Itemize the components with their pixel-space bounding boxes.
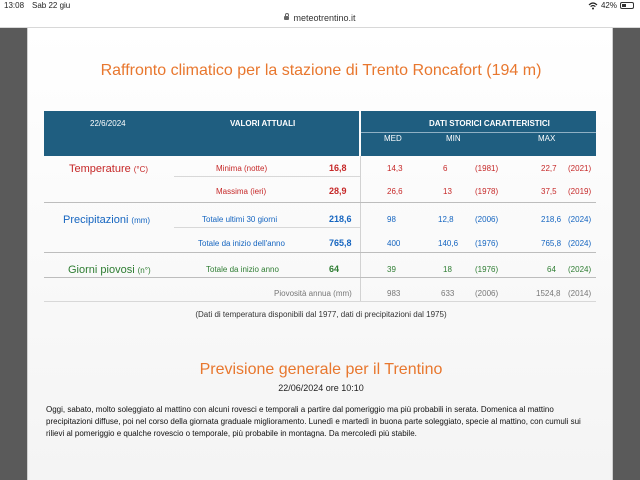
battery-icon: [620, 2, 634, 9]
row-separator: [44, 202, 596, 203]
row-separator: [174, 227, 360, 228]
header-max: MAX: [538, 134, 556, 143]
max-value: 1524,8: [536, 289, 561, 298]
row-group-label: [68, 264, 151, 276]
current-value: 218,6: [329, 214, 352, 224]
group-unit: (mm): [131, 216, 151, 225]
header-historic-label: DATI STORICI CARATTERISTICI: [429, 119, 550, 128]
status-bar: [0, 0, 640, 12]
forecast-title: Previsione generale per il Trentino: [199, 361, 443, 378]
max-year: (2024): [568, 265, 592, 274]
min-value: 13: [443, 187, 452, 196]
row-separator: [44, 277, 596, 278]
med-value: 39: [387, 265, 396, 274]
row-separator: [174, 176, 360, 177]
min-value: 633: [441, 289, 455, 298]
current-value: 16,8: [329, 163, 347, 173]
min-year: (1976): [475, 239, 499, 248]
med-value: 400: [387, 239, 401, 248]
status-time: 13:08: [4, 1, 25, 10]
group-name: Temperature: [69, 163, 131, 175]
min-value: 140,6: [438, 239, 459, 248]
column-divider: [360, 156, 361, 302]
max-value: 37,5: [541, 187, 557, 196]
header-med: MED: [384, 134, 402, 143]
wifi-icon: [588, 2, 598, 10]
status-date: Sab 22 giu: [32, 1, 71, 10]
data-note: (Dati di temperatura disponibili dal 1977, dati di precipitazioni dal 1975): [195, 310, 447, 319]
min-year: (2006): [475, 289, 499, 298]
min-year: (2006): [475, 215, 499, 224]
current-value: 765,8: [329, 238, 352, 248]
row-label: Totale da inizio dell'anno: [198, 239, 285, 248]
url-text: meteotrentino.it: [293, 13, 356, 23]
max-year: (2019): [568, 187, 592, 196]
max-year: (2014): [568, 289, 592, 298]
page-background: [0, 28, 640, 480]
med-value: 983: [387, 289, 401, 298]
header-current-label: VALORI ATTUALI: [230, 119, 296, 128]
current-value: 64: [329, 264, 340, 274]
row-label: Piovosità annua (mm): [274, 289, 352, 298]
row-label: Totale ultimi 30 giorni: [202, 215, 278, 224]
header-min: MIN: [446, 134, 461, 143]
row-label: Minima (notte): [216, 164, 268, 173]
header-current: [44, 111, 359, 156]
forecast-date: 22/06/2024 ore 10:10: [278, 383, 364, 393]
climate-title: Raffronto climatico per la stazione di Trento Roncafort (194 m): [100, 62, 542, 79]
battery-percent: 42%: [600, 1, 617, 10]
max-year: (2024): [568, 215, 592, 224]
status-right: [588, 1, 634, 10]
min-year: (1978): [475, 187, 499, 196]
med-value: 98: [387, 215, 396, 224]
current-value: 28,9: [329, 186, 347, 196]
med-value: 14,3: [387, 164, 403, 173]
min-value: 18: [443, 265, 452, 274]
max-year: (2024): [568, 239, 592, 248]
min-value: 6: [443, 164, 448, 173]
header-separator: [361, 132, 596, 133]
group-unit: (°C): [133, 165, 149, 174]
max-value: 218,6: [541, 215, 562, 224]
max-value: 64: [547, 265, 556, 274]
group-name: Giorni piovosi: [68, 264, 135, 276]
group-unit: (n°): [137, 266, 151, 275]
row-separator: [44, 301, 596, 302]
row-group-label: [69, 163, 148, 175]
header-historic: [361, 111, 596, 156]
med-value: 26,6: [387, 187, 403, 196]
max-year: (2021): [568, 164, 592, 173]
forecast-text: Oggi, sabato, molto soleggiato al mattino con alcuni rovesci e temporali a partire dal pomeriggio ma più probabili in serata. Domenica al mattino precipitazioni diffuse, poi nel corso della giornata graduale miglioramento. Lunedì e martedì in buona parte soleggiato, specie al mattino, con cumuli sui rilievi al pomeriggio e qualche rovescio o temporale, più probabile in montagna. Da mercoledì più stabile.: [46, 405, 581, 438]
row-separator: [44, 252, 596, 253]
content-card: [27, 28, 613, 480]
climate-table: [44, 111, 596, 302]
row-label: Massima (ieri): [216, 187, 267, 196]
max-value: 22,7: [541, 164, 557, 173]
min-value: 12,8: [438, 215, 454, 224]
address-bar[interactable]: [0, 12, 640, 28]
row-label: Totale da inizio anno: [206, 265, 279, 274]
lock-icon: [284, 16, 289, 20]
min-year: (1976): [475, 265, 499, 274]
min-year: (1981): [475, 164, 499, 173]
group-name: Precipitazioni: [63, 214, 129, 226]
max-value: 765,8: [541, 239, 562, 248]
header-date: 22/6/2024: [90, 119, 126, 128]
row-group-label: [63, 214, 150, 226]
